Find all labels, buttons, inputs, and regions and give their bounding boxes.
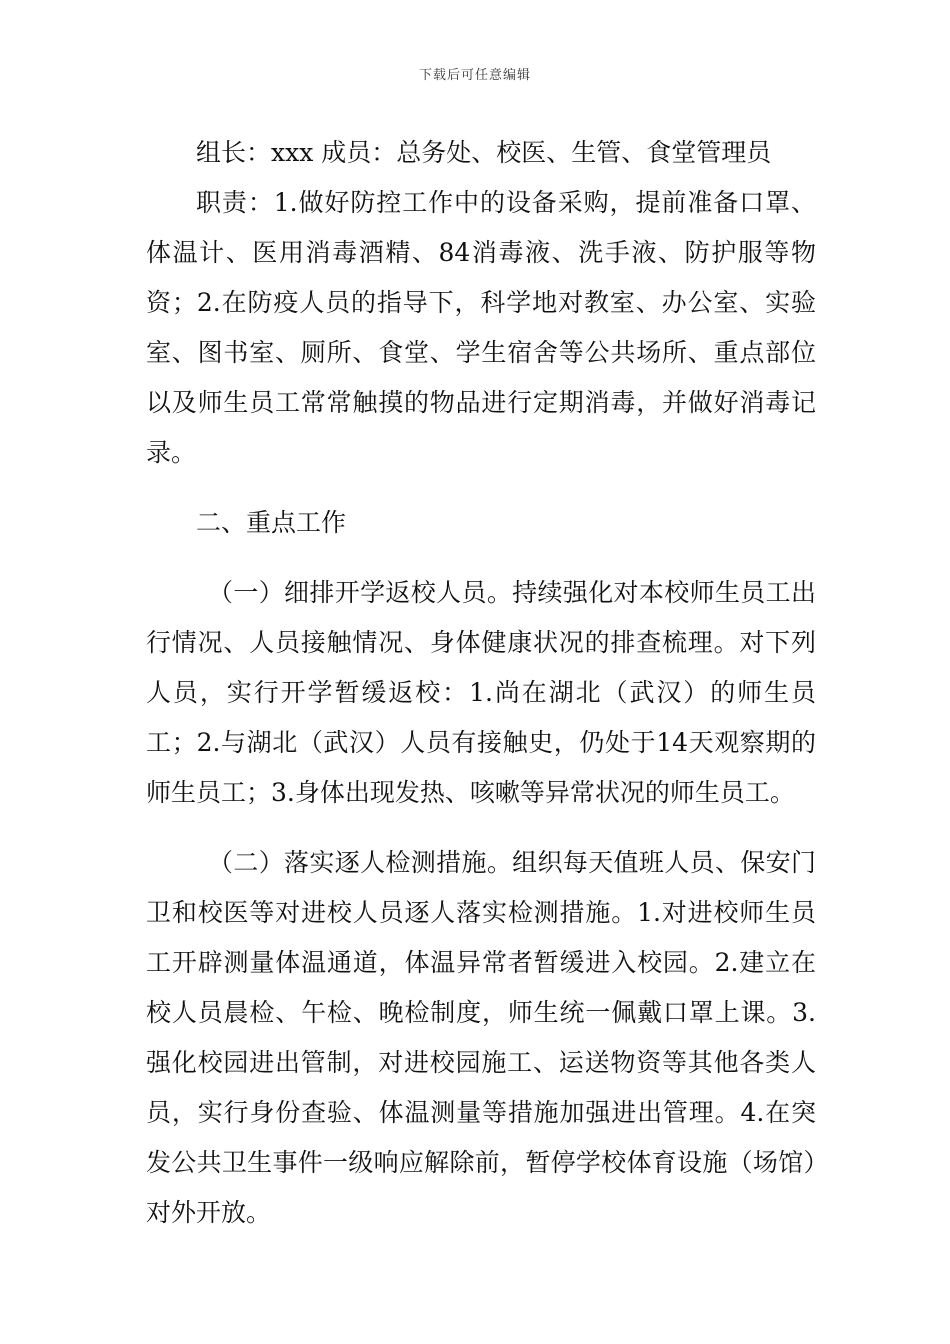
team-members-line: 组长：xxx 成员：总务处、校医、生管、食堂管理员: [196, 138, 772, 167]
item-one-paragraph: （一）细排开学返校人员。持续强化对本校师生员工出行情况、人员接触情况、身体健康状况的排查梳理。对下列人员，实行开学暂缓返校：1.尚在湖北（武汉）的师生员工；2.与湖北（武汉）人员有接触史，仍处于14天观察期的师生员工；3.身体出现发热、咳嗽等异常状况的师生员工。: [146, 578, 816, 807]
responsibilities-paragraph: 职责：1.做好防控工作中的设备采购，提前准备口罩、体温计、医用消毒酒精、84消毒液、洗手液、防护服等物资；2.在防疫人员的指导下，科学地对教室、办公室、实验室、图书室、厕所、食堂、学生宿舍等公共场所、重点部位以及师生员工常常触摸的物品进行定期消毒，并做好消毒记录。: [146, 188, 816, 467]
section-heading-key-work: 二、重点工作: [196, 508, 347, 537]
item-two-paragraph: （二）落实逐人检测措施。组织每天值班人员、保安门卫和校医等对进校人员逐人落实检测措施。1.对进校师生员工开辟测量体温通道，体温异常者暂缓进入校园。2.建立在校人员晨检、午检、晚检制度，师生统一佩戴口罩上课。3.强化校园进出管制，对进校园施工、运送物资等其他各类人员，实行身份查验、体温测量等措施加强进出管理。4.在突发公共卫生事件一级响应解除前，暂停学校体育设施（场馆）对外开放。: [146, 848, 816, 1227]
document-body: [146, 128, 816, 1238]
page-header-note: 下载后可任意编辑: [418, 68, 531, 83]
